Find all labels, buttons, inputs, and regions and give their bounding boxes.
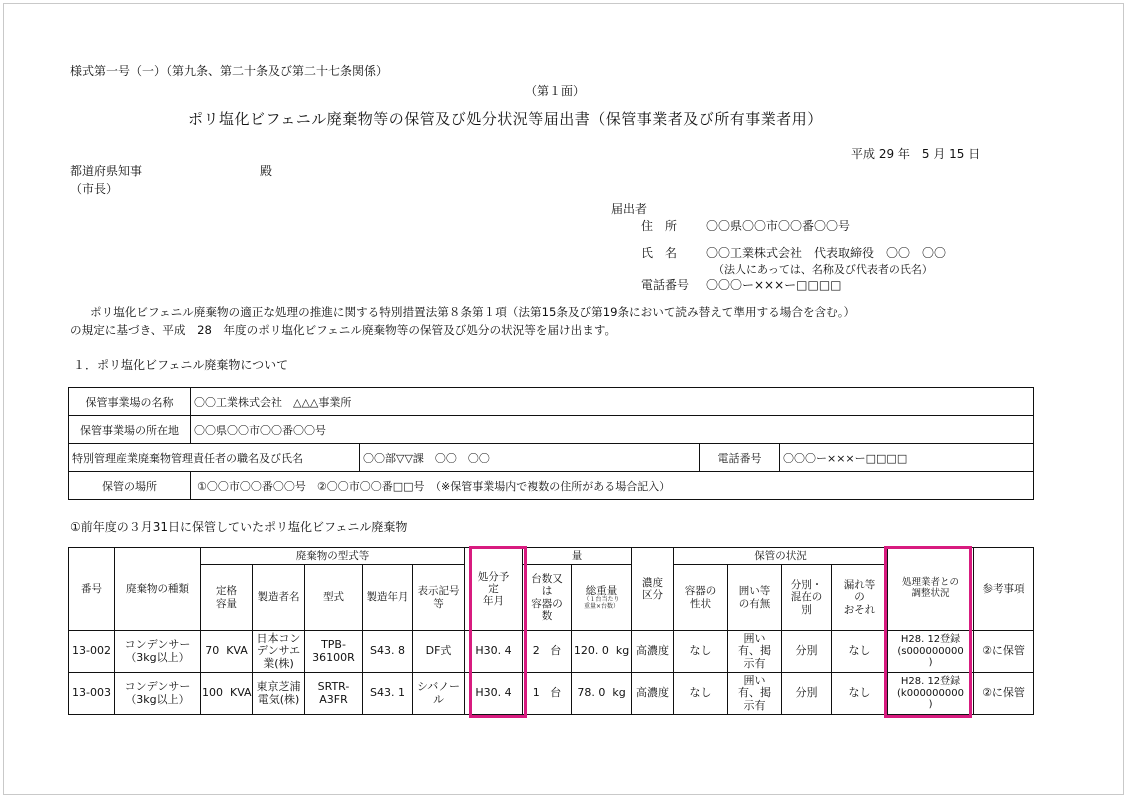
header-model: 型式 [305,565,363,631]
facility-name-label: 保管事業場の名称 [69,388,191,416]
cell-plan: H30. 4 [465,631,523,673]
facility-location-value: 〇〇県〇〇市〇〇番〇〇号 [191,416,1034,444]
document-title: ポリ塩化ビフェニル廃棄物等の保管及び処分状況等届出書（保管事業者及び所有事業者用） [188,110,823,128]
subheading: ①前年度の３月31日に保管していたポリ塩化ビフェニル廃棄物 [70,520,408,534]
header-kind: 廃棄物の種類 [115,548,201,631]
adjust-column-highlight [884,546,972,718]
cell-count: 1 台 [523,673,572,715]
cell-kind: コンデンサー （3kg以上） [115,631,201,673]
applicant-address-label: 住 所 [641,219,678,233]
cell-weight: 78. 0 kg [572,673,632,715]
applicant-name: 〇〇工業株式会社 代表取締役 〇〇 〇〇 [706,246,947,260]
facility-location-label: 保管事業場の所在地 [69,416,191,444]
plan-column-highlight [469,546,527,718]
cell-adjust: H28. 12登録 (k000000000 ) [888,673,974,715]
cell-weight: 120. 0 kg [572,631,632,673]
cell-capacity: 70 KVA [201,631,253,673]
form-header: 様式第一号（一）（第九条、第二十条及び第二十七条関係） [70,64,389,78]
cell-conc: 高濃度 [632,673,674,715]
cell-made: S43. 8 [363,631,413,673]
header-separate: 分別・ 混在の 別 [782,565,832,631]
header-adjust: 処理業者との 調整状況 [888,548,974,631]
storage-location-label: 保管の場所 [69,472,191,500]
header-leak: 漏れ等 の おそれ [832,565,888,631]
cell-leak: なし [832,631,888,673]
cell-conc: 高濃度 [632,631,674,673]
header-container: 容器の 性状 [674,565,728,631]
header-symbol: 表示記号 等 [413,565,465,631]
cell-separate: 分別 [782,673,832,715]
header-count: 台数又 は 容器の 数 [523,565,572,631]
cell-plan: H30. 4 [465,673,523,715]
cell-number: 13-002 [69,631,115,673]
storage-location-value: ①〇〇市〇〇番〇〇号 ②〇〇市〇〇番□□号 （※保管事業場内で複数の住所がある場合記入） [191,472,1034,500]
facility-manager-value: 〇〇部▽▽課 〇〇 〇〇 [360,444,700,472]
cell-number: 13-003 [69,673,115,715]
header-number: 番号 [69,548,115,631]
facility-table [68,387,1034,500]
section1-heading: １．ポリ塩化ビフェニル廃棄物について [73,358,289,372]
cell-count: 2 台 [523,631,572,673]
cell-symbol: シバノー ル [413,673,465,715]
cell-kind: コンデンサー （3kg以上） [115,673,201,715]
facility-phone-value: 〇〇〇ー×××ー□□□□ [780,444,1034,472]
page-label: （第１面） [525,84,586,98]
cell-model: TPB- 36100R [305,631,363,673]
applicant-name-label: 氏 名 [641,246,678,260]
applicant-phone-label: 電話番号 [641,278,690,292]
cell-fence: 囲い 有、掲 示有 [728,673,782,715]
header-group-qty: 量 [523,548,632,565]
header-remarks: 参考事項 [974,548,1034,631]
cell-capacity: 100 KVA [201,673,253,715]
cell-symbol: DF式 [413,631,465,673]
cell-container: なし [674,631,728,673]
submission-date: 平成 29 年 5 月 15 日 [851,147,981,161]
header-made: 製造年月 [363,565,413,631]
header-conc: 濃度 区分 [632,548,674,631]
facility-phone-label: 電話番号 [700,444,780,472]
cell-maker: 東京芝浦 電気(株) [253,673,305,715]
applicant-name-note: （法人にあっては、名称及び代表者の氏名） [713,263,933,276]
header-capacity: 定格 容量 [201,565,253,631]
cell-fence: 囲い 有、掲 示有 [728,631,782,673]
header-fence: 囲い等 の有無 [728,565,782,631]
header-group-storage: 保管の状況 [674,548,888,565]
cell-adjust: H28. 12登録 (s000000000 ) [888,631,974,673]
cell-separate: 分別 [782,631,832,673]
facility-name-value: 〇〇工業株式会社 △△△事業所 [191,388,1034,416]
recipient-honorific: 殿 [260,164,273,178]
applicant-heading: 届出者 [611,202,648,216]
facility-manager-label: 特別管理産業廃棄物管理責任者の職名及び氏名 [69,444,360,472]
cell-made: S43. 1 [363,673,413,715]
cell-maker: 日本コン デンサエ 業(株) [253,631,305,673]
header-plan: 処分予 定 年月 [465,548,523,631]
recipient-line2: （市長） [70,182,119,196]
recipient-line1: 都道府県知事 [70,164,143,178]
header-weight: 総重量 （１台当たり 重量×台数） [572,565,632,631]
cell-leak: なし [832,673,888,715]
header-group-type: 廃棄物の型式等 [201,548,465,565]
applicant-phone: 〇〇〇ー×××ー□□□□ [706,278,842,292]
cell-remarks: ②に保管 [974,631,1034,673]
header-maker: 製造者名 [253,565,305,631]
body-text-line1: ポリ塩化ビフェニル廃棄物の適正な処理の推進に関する特別措置法第８条第１項（法第15条及び第19条において読み替えて準用する場合を含む。） [90,305,856,319]
applicant-address: 〇〇県〇〇市〇〇番〇〇号 [706,219,851,233]
cell-container: なし [674,673,728,715]
body-text-line2: の規定に基づき、平成 28 年度のポリ塩化ビフェニル廃棄物等の保管及び処分の状況等を届け出ます。 [70,323,617,337]
cell-model: SRTR- A3FR [305,673,363,715]
cell-remarks: ②に保管 [974,673,1034,715]
